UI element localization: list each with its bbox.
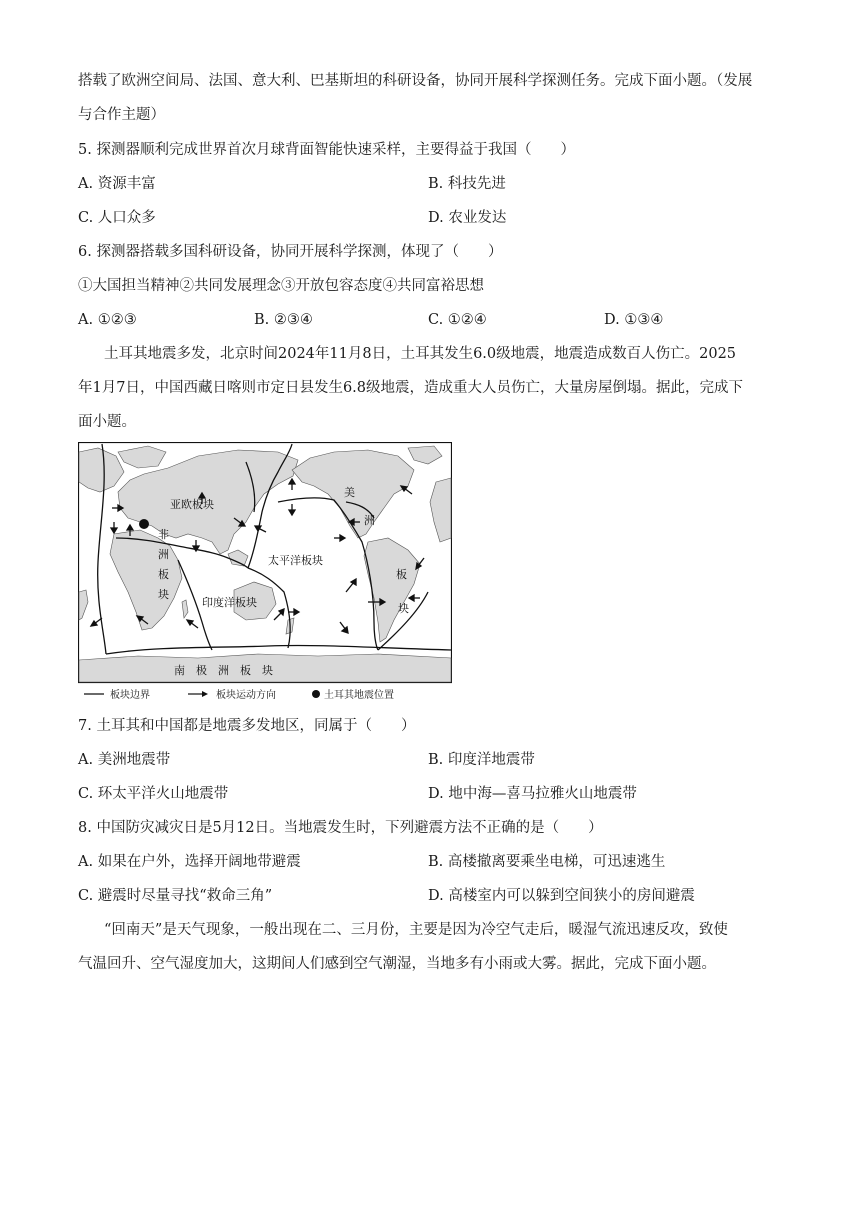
question-5-option-a[interactable]: A. 资源丰富 [78,176,156,192]
question-5-option-d[interactable]: D. 农业发达 [428,210,507,226]
passage-huinantian-line-2: 气温回升、空气湿度加大，这期间人们感到空气潮湿，当地多有小雨或大雾。据此，完成下面小题。 [78,956,716,972]
question-8-option-c[interactable]: C. 避震时尽量寻找“救命三角” [78,888,273,904]
question-6-option-a[interactable]: A. ①②③ [78,312,137,328]
question-7-option-c[interactable]: C. 环太平洋火山地震带 [78,786,229,802]
label-africa-1: 非 [158,528,169,541]
legend-quake-swatch [312,690,320,698]
label-antarctic-plate: 南 极 洲 板 块 [174,664,273,677]
legend-direction-label: 板块运动方向 [216,690,276,701]
label-eurasian-plate: 亚欧板块 [170,498,214,511]
passage-huinantian-line-1: “回南天”是天气现象，一般出现在二、三月份，主要是因为冷空气走后，暖湿气流迅速反攻，致使 [104,922,728,938]
label-america-2: 洲 [364,514,375,527]
question-7-option-a[interactable]: A. 美洲地震带 [78,752,171,768]
legend-quake-label: 土耳其地震位置 [324,690,394,701]
question-7-option-b[interactable]: B. 印度洋地震带 [428,752,535,768]
question-5-option-b[interactable]: B. 科技先进 [428,176,506,192]
question-8-option-a[interactable]: A. 如果在户外，选择开阔地带避震 [78,854,301,870]
passage-earthquake-line-1: 土耳其地震多发，北京时间2024年11月8日，土耳其发生6.0级地震，地震造成数百人伤亡。2025 [104,346,737,362]
legend-boundary-label: 板块边界 [110,690,150,701]
question-6-stem: 6. 探测器搭载多国科研设备，协同开展科学探测，体现了（ ） [78,244,503,260]
label-america-3: 板 [396,568,407,581]
question-7-stem: 7. 土耳其和中国都是地震多发地区，同属于（ ） [78,718,416,734]
question-6-option-d[interactable]: D. ①③④ [604,312,664,328]
label-africa-2: 洲 [158,548,169,561]
question-5-option-c[interactable]: C. 人口众多 [78,210,156,226]
question-8-option-d[interactable]: D. 高楼室内可以躲到空间狭小的房间避震 [428,888,695,904]
intro-line-2: 与合作主题） [78,107,165,123]
question-6-statements: ①大国担当精神②共同发展理念③开放包容态度④共同富裕思想 [78,278,484,294]
question-6-option-b[interactable]: B. ②③④ [254,312,313,328]
label-america-4: 块 [398,602,409,615]
passage-earthquake-line-3: 面小题。 [78,414,136,430]
question-5-stem: 5. 探测器顺利完成世界首次月球背面智能快速采样，主要得益于我国（ ） [78,142,575,158]
plate-map-svg [78,442,452,704]
passage-earthquake-line-2: 年1月7日，中国西藏日喀则市定日县发生6.8级地震，造成重大人员伤亡，大量房屋倒塌。据此，完成下 [78,380,744,396]
map-legend [84,688,394,701]
question-8-option-b[interactable]: B. 高楼撤离要乘坐电梯，可迅速逃生 [428,854,666,870]
intro-line-1: 搭载了欧洲空间局、法国、意大利、巴基斯坦的科研设备，协同开展科学探测任务。完成下面小题。（发展 [78,73,753,89]
label-pacific-plate: 太平洋板块 [268,554,323,567]
question-8-stem: 8. 中国防灾减灾日是5月12日。当地震发生时，下列避震方法不正确的是（ ） [78,820,603,836]
label-africa-3: 板 [158,568,169,581]
label-america-1: 美 [344,486,355,499]
question-7-option-d[interactable]: D. 地中海—喜马拉雅火山地震带 [428,786,637,802]
label-africa-4: 块 [158,588,169,601]
question-6-option-c[interactable]: C. ①②④ [428,312,487,328]
plate-map-figure [78,442,452,704]
turkey-earthquake-marker [139,519,149,529]
label-indian-ocean-plate: 印度洋板块 [202,596,257,609]
